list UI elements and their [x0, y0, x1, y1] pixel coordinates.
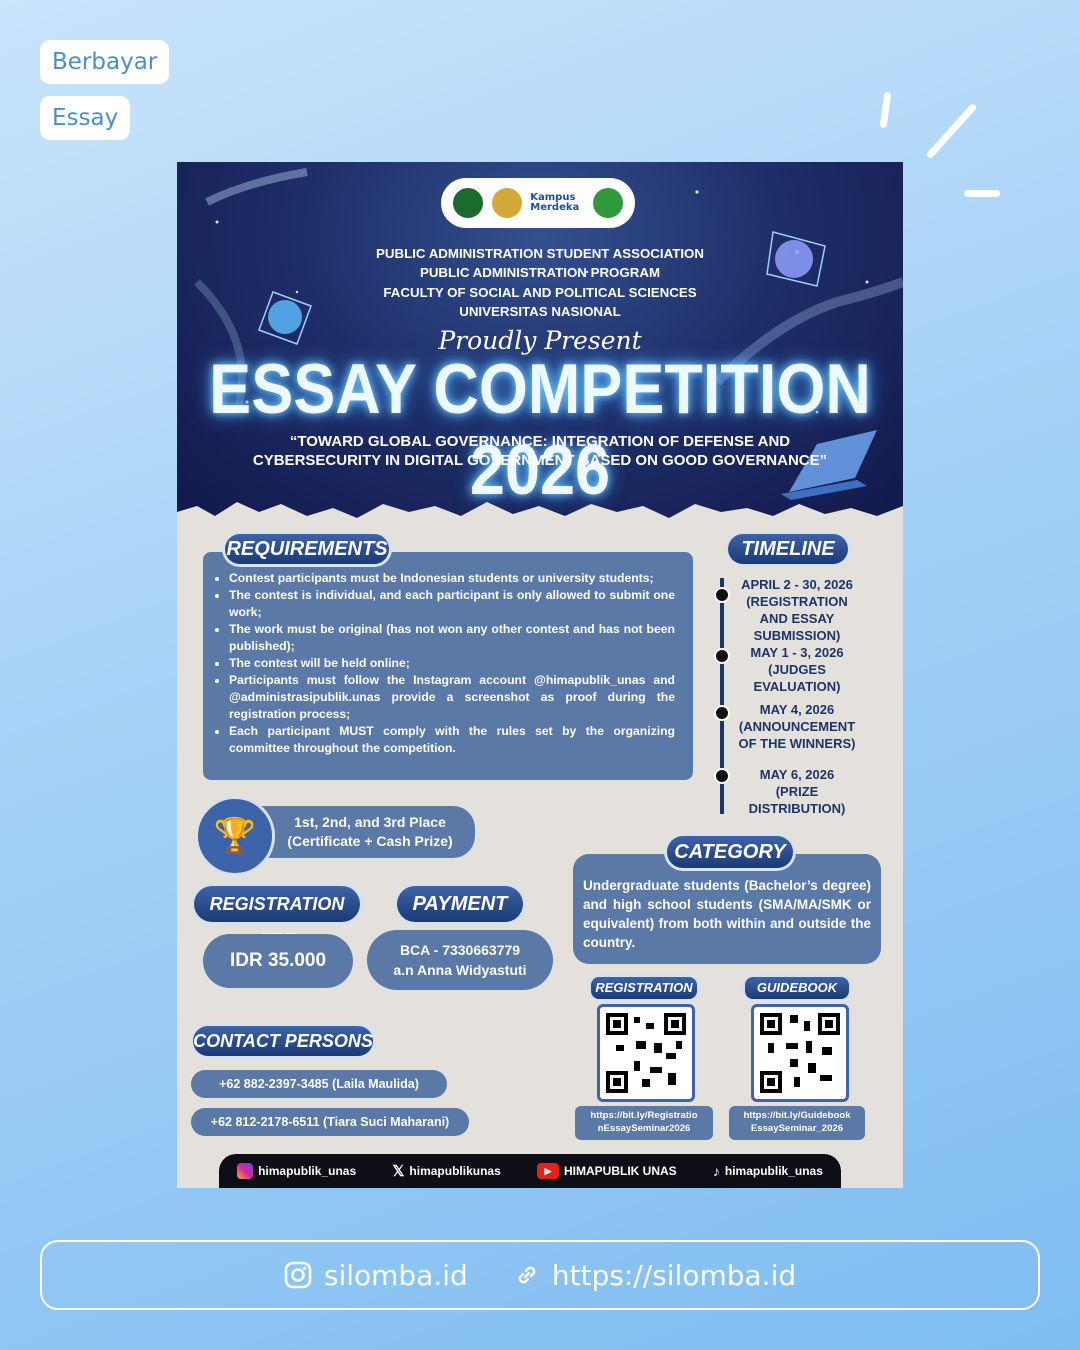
requirement-item: • The work must be original (has not won any other contest and has not been published); [229, 621, 675, 655]
timeline-dot [714, 587, 730, 603]
requirements-panel [203, 552, 693, 780]
contact-person-2[interactable]: +62 812-2178-6511 (Tiara Suci Maharani) [191, 1108, 469, 1136]
requirement-item: • Participants must follow the Instagram account @himapublik_unas and @administrasipublik.unas provide a screenshot as proof during the registration process; [229, 672, 675, 723]
torn-paper-edge [177, 482, 903, 542]
registration-fee-heading: REGISTRATION [194, 886, 360, 922]
payment-heading: PAYMENT [397, 886, 523, 922]
guidebook-link[interactable]: https://bit.ly/Guidebook EssaySeminar_2026 [729, 1106, 865, 1140]
poster-title: ESSAY COMPETITION 2026 [209, 350, 871, 510]
partner-logos [441, 178, 635, 228]
instagram-icon [237, 1163, 253, 1179]
guidebook-qr-label: GUIDEBOOK [745, 977, 849, 999]
organizer-line: FACULTY OF SOCIAL AND POLITICAL SCIENCES [383, 285, 697, 300]
registration-link[interactable]: https://bit.ly/Registratio nEssaySeminar2026 [575, 1106, 713, 1140]
youtube-icon: ▶ [537, 1163, 559, 1179]
organizer-line: PUBLIC ADMINISTRATION PROGRAM [419, 265, 661, 280]
prize-banner: 1st, 2nd, and 3rd Place (Certificate + Cash Prize) [225, 806, 475, 858]
link-icon [514, 1262, 540, 1288]
theme-line: CYBERSECURITY IN DIGITAL GOVERNMENT BASED ON GOOD GOVERNANCE” [252, 452, 828, 469]
theme-line: “TOWARD GLOBAL GOVERNANCE: INTEGRATION OF DEFENSE AND [289, 433, 791, 450]
trophy-icon: 🏆 [195, 796, 275, 876]
x-icon: 𝕏 [392, 1163, 405, 1180]
tag-essay[interactable]: Essay [40, 96, 130, 140]
social-youtube[interactable]: ▶ HIMAPUBLIK UNAS [537, 1163, 677, 1179]
association-logo [492, 188, 522, 218]
footer-instagram[interactable]: silomba.id [284, 1259, 468, 1292]
organizer-line: UNIVERSITAS NASIONAL [459, 304, 621, 319]
requirement-item: • Each participant MUST comply with the rules set by the organizing committee throughout the competition. [229, 723, 675, 757]
footer-bar [40, 1240, 1040, 1310]
category-panel: Undergraduate students (Bachelor’s degree) and high school students (SMA/MA/SMK or equivalent) from both within and outside the country. [573, 854, 881, 964]
registration-qr-label: REGISTRATION [591, 977, 697, 999]
faculty-logo [593, 188, 623, 218]
timeline-item: APRIL 2 - 30, 2026 (REGISTRATION AND ESSAY SUBMISSION) [741, 577, 853, 643]
social-media-bar [219, 1154, 841, 1188]
instagram-icon [284, 1261, 312, 1289]
timeline-dot [714, 768, 730, 784]
sparkle-decoration [964, 190, 1000, 197]
payment-details: BCA - 7330663779 a.n Anna Widyastuti [367, 930, 553, 990]
sparkle-decoration [880, 92, 892, 129]
requirements-heading: REQUIREMENTS [225, 534, 389, 564]
social-tiktok[interactable]: ♪ himapublik_unas [712, 1163, 823, 1179]
footer-website[interactable]: https://silomba.id [514, 1259, 796, 1292]
timeline-dot [714, 705, 730, 721]
timeline-item: MAY 6, 2026 (PRIZE DISTRIBUTION) [748, 767, 846, 816]
tiktok-icon: ♪ [712, 1163, 720, 1179]
timeline-item: MAY 1 - 3, 2026 (JUDGES EVALUATION) [750, 645, 844, 694]
university-logo [453, 188, 483, 218]
competition-poster [177, 162, 903, 1188]
kampus-merdeka-logo: Kampus Merdeka [530, 192, 580, 213]
sparkle-decoration [925, 103, 977, 160]
social-x[interactable]: 𝕏 himapublikunas [392, 1163, 501, 1180]
requirement-item: • The contest will be held online; [229, 655, 675, 672]
proudly-present-text: Proudly Present [438, 326, 642, 355]
requirement-item: • The contest is individual, and each participant is only allowed to submit one work; [229, 587, 675, 621]
category-heading: CATEGORY [667, 836, 793, 868]
registration-qr-code[interactable] [597, 1004, 695, 1102]
contact-persons-heading: CONTACT PERSONS [193, 1026, 373, 1056]
registration-fee-value: IDR 35.000 [203, 934, 353, 988]
organizer-line: PUBLIC ADMINISTRATION STUDENT ASSOCIATION [376, 246, 704, 261]
tag-berbayar[interactable]: Berbayar [40, 40, 169, 84]
social-instagram[interactable]: himapublik_unas [237, 1163, 356, 1179]
requirement-item: • Contest participants must be Indonesian students or university students; [229, 570, 675, 587]
poster-header-background [177, 162, 903, 522]
timeline-heading: TIMELINE [728, 534, 848, 564]
timeline-dot [714, 648, 730, 664]
timeline-item: MAY 4, 2026 (ANNOUNCEMENT OF THE WINNERS) [738, 702, 856, 751]
guidebook-qr-code[interactable] [751, 1004, 849, 1102]
contact-person-1[interactable]: +62 882-2397-3485 (Laila Maulida) [191, 1070, 447, 1098]
